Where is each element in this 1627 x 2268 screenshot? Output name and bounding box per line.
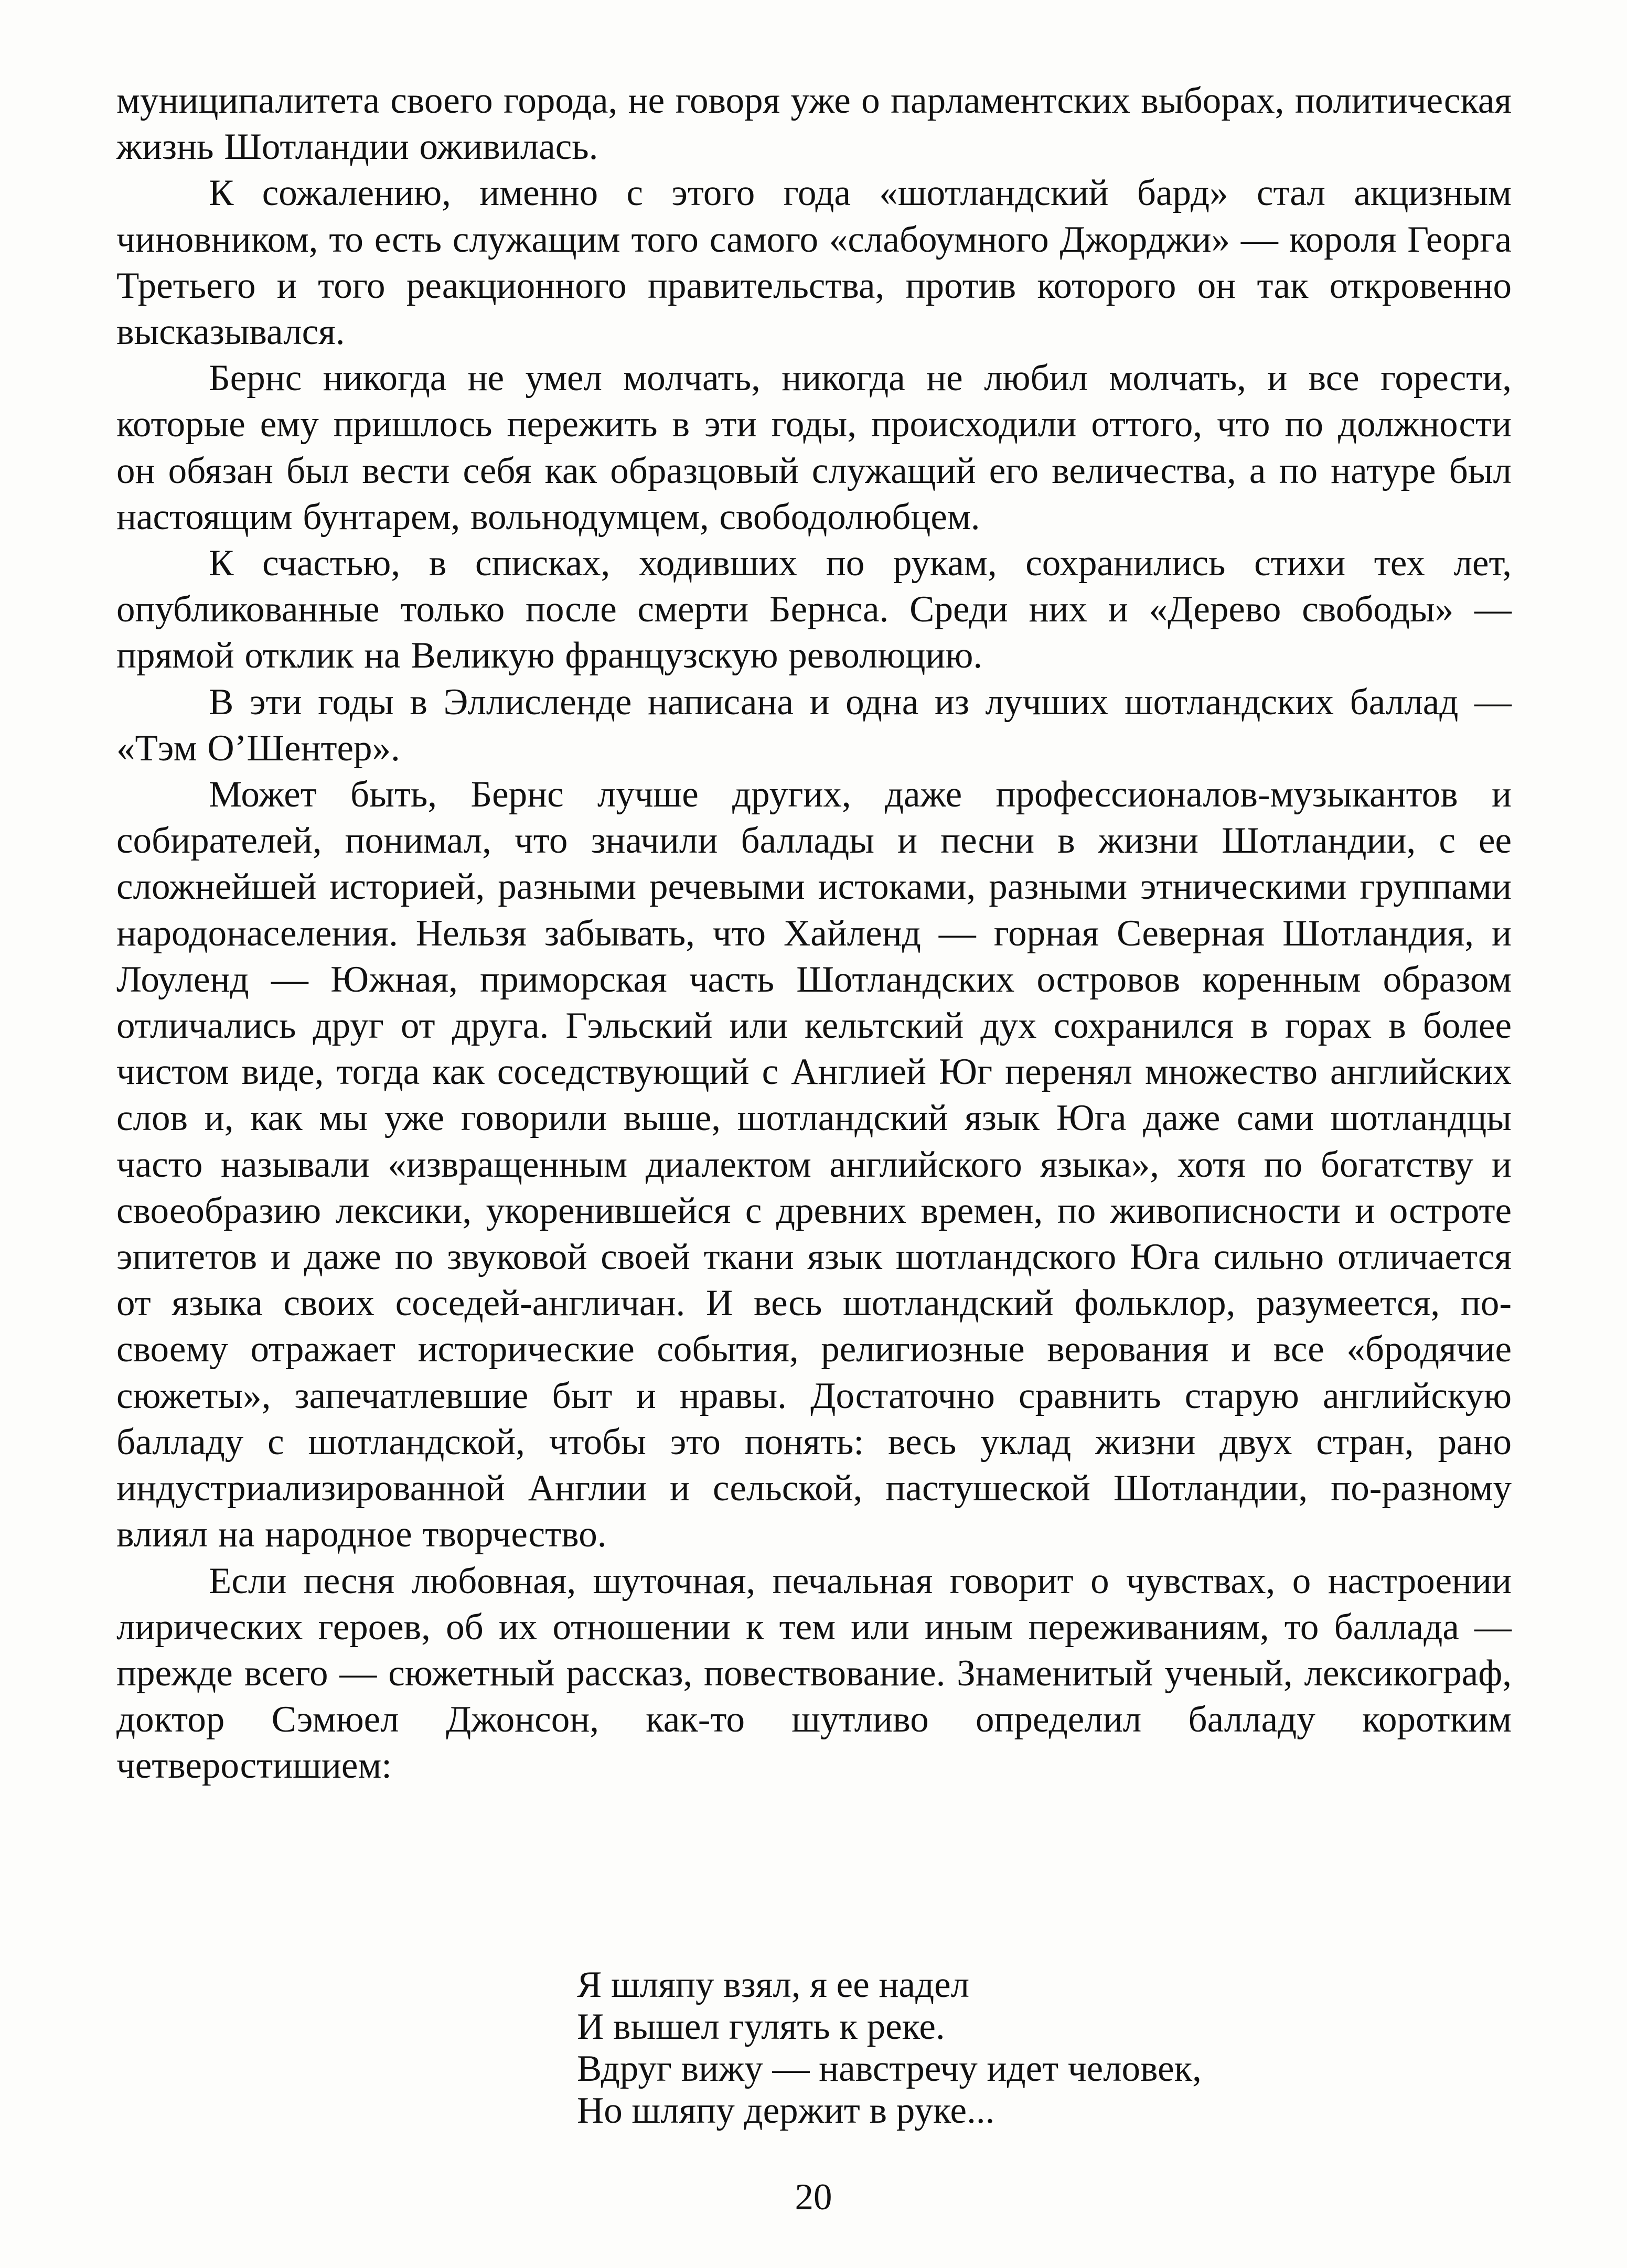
poem-line-3: Вдруг вижу — навстречу идет человек, <box>577 2048 1202 2089</box>
paragraph-4: К счастью, в списках, ходивших по рукам, сохранились стихи тех лет, опубликованные только после смерти Бернса. Среди них и «Дерево свободы» — прямой отклик на Великую французскую революцию. <box>116 543 1512 676</box>
paragraph-6: Может быть, Бернс лучше других, даже профессионалов-музыкантов и собирателей, понимал, что значили баллады и песни в жизни Шотландии, с ее сложнейшей историей, разными речевыми истоками, разными этническими группами народонаселения. Нельзя забывать, что Хайленд — горная Северная Шотландия, и Лоуленд — Южная, приморская часть Шотландских островов коренным образом отличались друг от друга. Гэльский или кельтский дух сохранился в горах в более чистом виде, тогда как соседствующий с Англией Юг перенял множество английских слов и, как мы уже говорили выше, шотландский язык Юга даже сами шотландцы часто называли «извращенным диалектом английского языка», хотя по богатству и своеобразию лексики, укоренившейся с древних времен, по живописности и остроте эпитетов и даже по звуковой своей ткани язык шотландского Юга сильно отличается от языка своих соседей-англичан. И весь шотландский фольклор, разумеется, по-своему отражает исторические события, религиозные верования и все «бродячие сюжеты», запечатлевшие быт и нравы. Достаточно сравнить старую английскую балладу с шотландской, чтобы это понять: весь уклад жизни двух стран, рано индустриализированной Англии и сельской, пастушеской Шотландии, по-разному влиял на народное творчество. <box>116 774 1512 1555</box>
paragraph-3: Бернс никогда не умел молчать, никогда не любил молчать, и все горести, которые ему пришлось пережить в эти годы, происходили оттого, что по должности он обязан был вести себя как образцовый служащий его величества, а по натуре был настоящим бунтарем, вольнодумцем, свободолюбцем. <box>116 358 1512 538</box>
poem-line-4: Но шляпу держит в руке... <box>577 2090 995 2131</box>
paragraph-1: муниципалитета своего города, не говоря уже о парламентских выборах, политическая жизнь Шотландии оживилась. <box>116 80 1512 168</box>
quatrain <box>577 1964 1416 2132</box>
poem-line-1: Я шляпу взял, я ее надел <box>577 1964 970 2005</box>
page-number: 20 <box>795 2177 832 2218</box>
body-text <box>116 78 1512 1789</box>
paragraph-2: К сожалению, именно с этого года «шотландский бард» стал акцизным чиновником, то есть служащим того самого «слабоумного Джорджи» — короля Георга Третьего и того реакционного правительства, против которого он так откровенно высказывался. <box>116 173 1512 353</box>
paragraph-7: Если песня любовная, шуточная, печальная говорит о чувствах, о настроении лирических героев, об их отношении к тем или иным переживаниям, то баллада — прежде всего — сюжетный рассказ, повествование. Знаменитый ученый, лексикограф, доктор Сэмюел Джонсон, как-то шутливо определил балладу коротким четверостишием: <box>116 1560 1512 1787</box>
paragraph-5: В эти годы в Эллисленде написана и одна из лучших шотландских баллад — «Тэм О’Шентер». <box>116 681 1512 769</box>
poem-line-2: И вышел гулять к реке. <box>577 2006 945 2047</box>
